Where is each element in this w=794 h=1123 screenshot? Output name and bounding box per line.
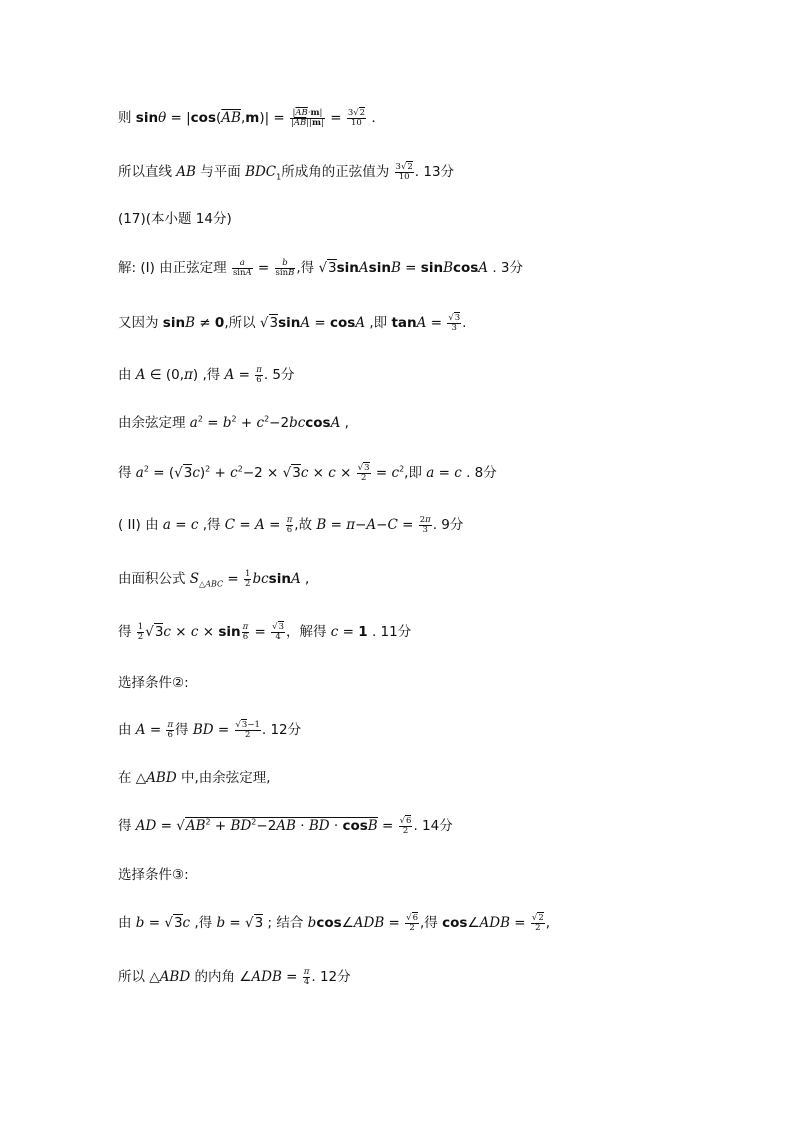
condition-heading bbox=[118, 865, 189, 885]
solution-line: 则 $\sin\theta = |\cos(\overline{AB},m)|$ = $\frac{|\overline{AB}\cdot m|}{|\overline{AB}||m|}$ = $\frac{3√2}{10}$ . bbox=[118, 107, 376, 128]
solution-line: 在 △ABD 中,由余弦定理, bbox=[118, 770, 271, 786]
solution-line: 由 b = √3c ,得 b = √3 ; 结合 bcos∠ADB = $\frac{√6}{2}$ ,得 cos∠ADB = $\frac{√2}{2}$ , bbox=[118, 912, 551, 933]
solution-line: 得 $a^2 = (√3c)^2 + c^2-2 \times √3c \times c$ × $\frac{√3}{2}$ = $c^2$,即 a = c . 8分 bbox=[118, 462, 497, 483]
problem-heading bbox=[118, 209, 232, 229]
solution-line: 由面积公式 $S_{\triangle ABC}$ = $\frac{1}{2}$ bcsinA , bbox=[118, 568, 310, 589]
solution-line: 又因为 sinB ≠ 0,所以 √3sinA = cosA ,即 tanA = $\frac{√3}{3}$ . bbox=[118, 312, 467, 333]
solution-line: 由 A = $\frac{\pi}{6}$ 得 BD = $\frac{√3-1}{2}$ . 12分 bbox=[118, 719, 302, 740]
line-text: (17)(本小题 14分) bbox=[118, 211, 232, 227]
solution-line: 解: (I) 由正弦定理 $\frac{a}{\sin A}$ = $\frac{b}{\sin B}$ ,得 √3sinAsinB = sinBcosA . 3分 bbox=[118, 257, 524, 278]
line-text: 选择条件②: bbox=[118, 675, 189, 691]
solution-line: 得 AD = $√AB^2 + BD^2-2AB$ · BD · cosB = $\frac{√6}{2}$ . 14分 bbox=[118, 815, 453, 836]
solution-line: 得 $\frac{1}{2}$ √3c × c × sin $\frac{\pi}{6}$ = $\frac{√3}{4}$ ，解得 c = 1 . 11分 bbox=[118, 621, 412, 642]
solution-line: 所以 △ABD 的内角 ∠ADB = $\frac{\pi}{4}$ . 12分 bbox=[118, 966, 351, 987]
condition-heading bbox=[118, 673, 189, 693]
solution-line: 由 A ∈ (0,π) ,得 A = $\frac{\pi}{6}$ . 5分 bbox=[118, 364, 295, 385]
solution-line: 由余弦定理 $a^2 = b^2 + c^2-2bccosA$ , bbox=[118, 414, 349, 431]
solution-line: ( II) 由 a = c ,得 C = A = $\frac{\pi}{6}$ ,故 B = π−A−C = $\frac{2\pi}{3}$ . 9分 bbox=[118, 514, 464, 535]
line-text: 选择条件③: bbox=[118, 867, 189, 883]
solution-line: 所以直线 AB 与平面 $BDC_1$所成角的正弦值为 $\frac{3√2}{10}$ . 13分 bbox=[118, 161, 455, 182]
